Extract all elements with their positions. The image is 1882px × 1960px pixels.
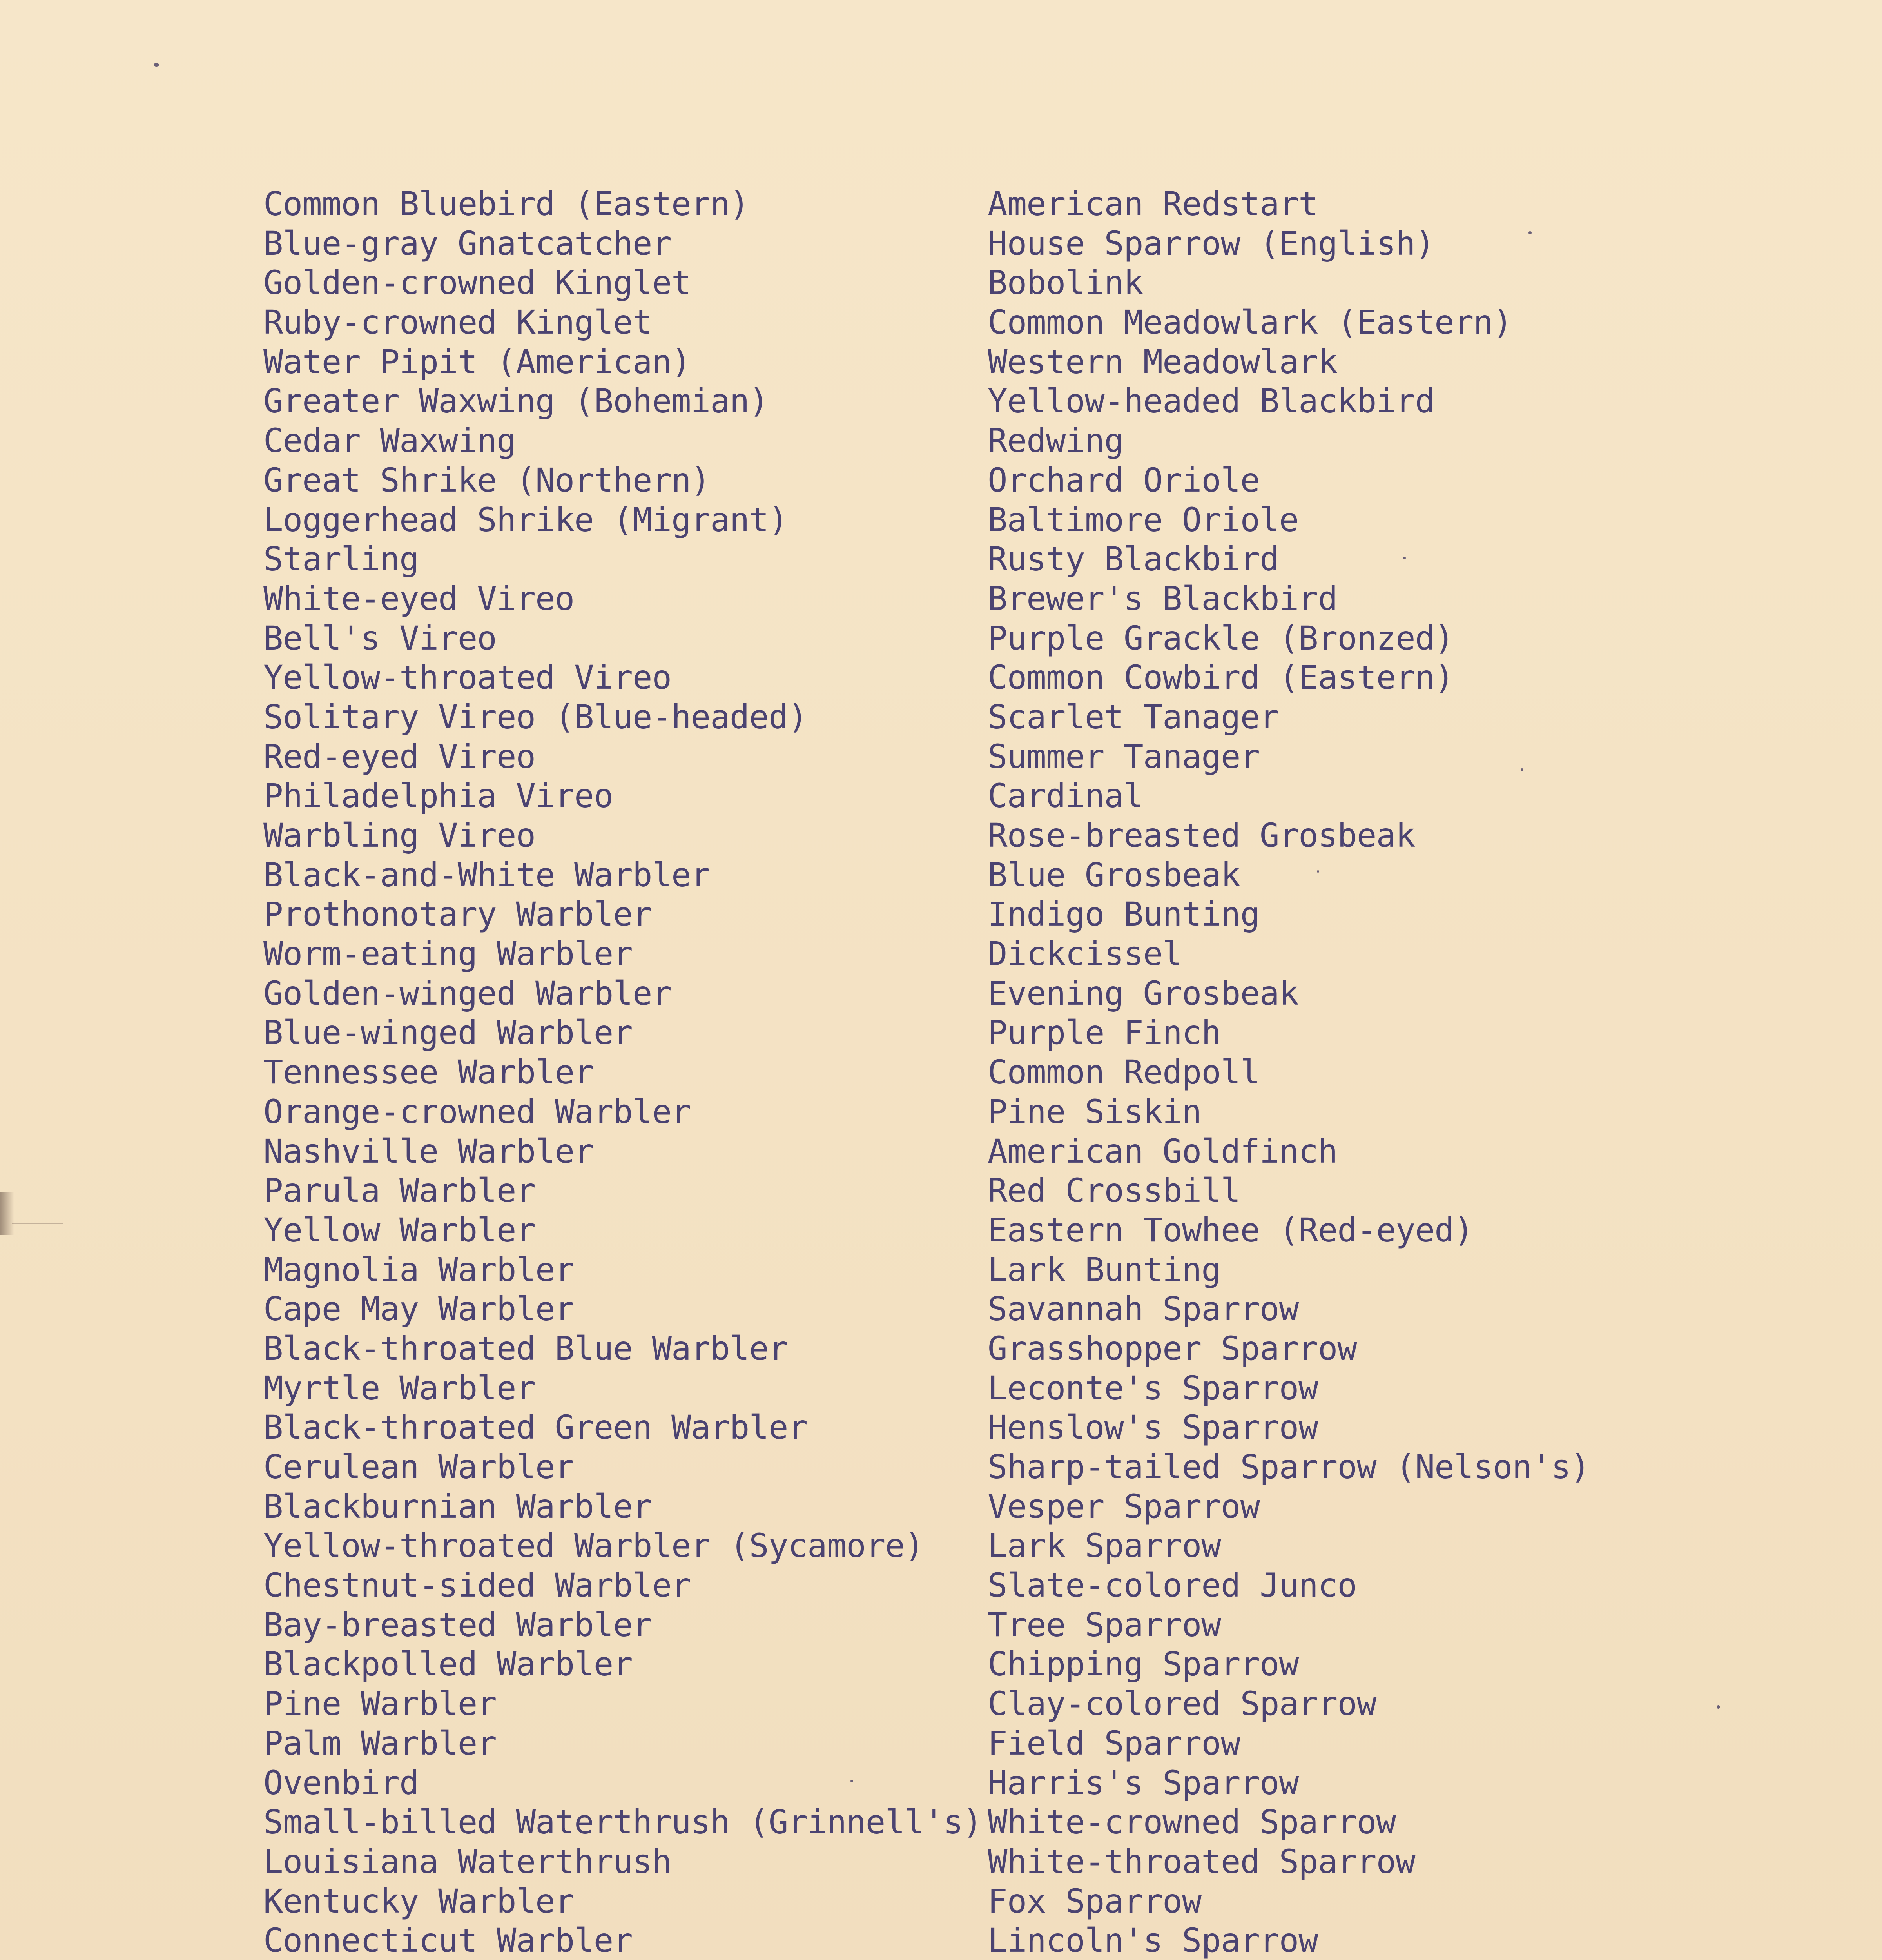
- bird-list-item: Golden-winged Warbler: [263, 974, 672, 1013]
- bird-list-item: Bell's Vireo: [263, 619, 497, 657]
- paper-speck: [1717, 1705, 1720, 1709]
- bird-list-item: Cardinal: [988, 777, 1143, 815]
- bird-list-item: House Sparrow (English): [988, 224, 1435, 263]
- bird-list-item: Eastern Towhee (Red-eyed): [988, 1210, 1474, 1249]
- bird-list-item: Baltimore Oriole: [988, 500, 1299, 539]
- bird-list-item: Black-and-White Warbler: [263, 855, 711, 894]
- bird-list-item: Summer Tanager: [988, 737, 1260, 776]
- bird-list-item: Yellow-throated Vireo: [263, 658, 672, 697]
- bird-list-item: Leconte's Sparrow: [988, 1368, 1318, 1407]
- bird-list-item: Nashville Warbler: [263, 1132, 594, 1171]
- paper-speck: [1403, 557, 1406, 559]
- bird-list-item: American Goldfinch: [988, 1132, 1338, 1171]
- bird-list-item: Small-billed Waterthrush (Grinnell's): [263, 1803, 983, 1842]
- bird-list-item: Fox Sparrow: [988, 1882, 1202, 1920]
- bird-list-item: Dickcissel: [988, 935, 1182, 973]
- bird-list-item: Rusty Blackbird: [988, 540, 1279, 579]
- bird-list-item: Red-eyed Vireo: [263, 737, 536, 776]
- bird-list-item: Warbling Vireo: [263, 816, 536, 855]
- bird-list-item: Palm Warbler: [263, 1724, 497, 1762]
- bird-list-item: Yellow-headed Blackbird: [988, 382, 1435, 421]
- bird-list-item: Scarlet Tanager: [988, 697, 1279, 736]
- bird-list-item: Water Pipit (American): [263, 342, 691, 381]
- bird-list-item: Blue-gray Gnatcatcher: [263, 224, 672, 263]
- bird-list-item: Ruby-crowned Kinglet: [263, 303, 652, 342]
- bird-list-item: White-throated Sparrow: [988, 1842, 1415, 1881]
- bird-list-item: Redwing: [988, 421, 1124, 460]
- left-column-list: [263, 184, 982, 1960]
- paper-speck: [1521, 768, 1523, 771]
- binding-shadow: [0, 1192, 14, 1235]
- bird-list-item: Great Shrike (Northern): [263, 461, 711, 499]
- bird-list-item: Brewer's Blackbird: [988, 579, 1338, 618]
- bird-list-item: Bobolink: [988, 263, 1143, 302]
- bird-list-item: Sharp-tailed Sparrow (Nelson's): [988, 1448, 1590, 1486]
- bird-list-item: Philadelphia Vireo: [263, 777, 613, 815]
- bird-list-item: Solitary Vireo (Blue-headed): [263, 697, 808, 736]
- bird-list-item: Grasshopper Sparrow: [988, 1329, 1357, 1368]
- bird-list-item: Blue-winged Warbler: [263, 1013, 633, 1052]
- bird-list-item: Blackburnian Warbler: [263, 1487, 652, 1526]
- bird-list-item: Chestnut-sided Warbler: [263, 1566, 691, 1605]
- bird-list-item: Greater Waxwing (Bohemian): [263, 382, 769, 421]
- bird-list-item: Blackpolled Warbler: [263, 1645, 633, 1684]
- bird-list-item: Lark Bunting: [988, 1250, 1221, 1289]
- bird-list-item: Louisiana Waterthrush: [263, 1842, 672, 1881]
- bird-list-item: Red Crossbill: [988, 1171, 1240, 1210]
- bird-list-item: Connecticut Warbler: [263, 1921, 633, 1960]
- bird-list-item: Field Sparrow: [988, 1724, 1240, 1762]
- bird-list-item: Chipping Sparrow: [988, 1645, 1299, 1684]
- right-column-list: [988, 184, 1590, 1960]
- paper-speck: [1528, 231, 1532, 234]
- bird-list-item: Evening Grosbeak: [988, 974, 1299, 1013]
- paper-speck: [154, 63, 159, 67]
- bird-list-item: Cedar Waxwing: [263, 421, 516, 460]
- bird-list-item: Myrtle Warbler: [263, 1368, 536, 1407]
- bird-list-item: Tennessee Warbler: [263, 1053, 594, 1092]
- paper-speck: [1317, 870, 1319, 873]
- bird-list-item: Pine Siskin: [988, 1092, 1202, 1131]
- page-crease: [12, 1223, 63, 1224]
- bird-list-item: Starling: [263, 540, 419, 579]
- bird-list-item: Common Bluebird (Eastern): [263, 185, 749, 223]
- bird-list-item: Prothonotary Warbler: [263, 895, 652, 934]
- bird-list-item: Black-throated Green Warbler: [263, 1408, 808, 1447]
- bird-list-item: Indigo Bunting: [988, 895, 1260, 934]
- bird-list-item: Loggerhead Shrike (Migrant): [263, 500, 788, 539]
- bird-list-item: Purple Finch: [988, 1013, 1221, 1052]
- bird-list-item: Common Redpoll: [988, 1053, 1260, 1092]
- bird-list-item: Rose-breasted Grosbeak: [988, 816, 1415, 855]
- bird-list-item: White-eyed Vireo: [263, 579, 575, 618]
- paper-speck: [850, 1780, 853, 1782]
- bird-list-item: Lark Sparrow: [988, 1526, 1221, 1565]
- bird-list-item: Common Meadowlark (Eastern): [988, 303, 1512, 342]
- bird-list-item: Magnolia Warbler: [263, 1250, 575, 1289]
- bird-list-item: Parula Warbler: [263, 1171, 536, 1210]
- bird-list-item: Kentucky Warbler: [263, 1882, 575, 1920]
- bird-list-item: Slate-colored Junco: [988, 1566, 1357, 1605]
- bird-list-item: Harris's Sparrow: [988, 1763, 1299, 1802]
- bird-list-item: Yellow Warbler: [263, 1210, 536, 1249]
- bird-list-item: Blue Grosbeak: [988, 855, 1240, 894]
- bird-list-item: Clay-colored Sparrow: [988, 1684, 1376, 1723]
- bird-list-item: Worm-eating Warbler: [263, 935, 633, 973]
- bird-list-item: Golden-crowned Kinglet: [263, 263, 691, 302]
- bird-list-item: Western Meadowlark: [988, 342, 1338, 381]
- bird-list-item: Vesper Sparrow: [988, 1487, 1260, 1526]
- bird-list-item: Lincoln's Sparrow: [988, 1921, 1318, 1960]
- bird-list-item: Henslow's Sparrow: [988, 1408, 1318, 1447]
- bird-list-item: Black-throated Blue Warbler: [263, 1329, 788, 1368]
- bird-list-item: Purple Grackle (Bronzed): [988, 619, 1454, 657]
- bird-list-item: Tree Sparrow: [988, 1605, 1221, 1644]
- bird-list-item: Savannah Sparrow: [988, 1290, 1299, 1328]
- bird-list-item: Ovenbird: [263, 1763, 419, 1802]
- bird-list-item: American Redstart: [988, 185, 1318, 223]
- bird-list-item: Common Cowbird (Eastern): [988, 658, 1454, 697]
- bird-list-item: Yellow-throated Warbler (Sycamore): [263, 1526, 924, 1565]
- bird-list-item: Pine Warbler: [263, 1684, 497, 1723]
- bird-list-item: Cape May Warbler: [263, 1290, 575, 1328]
- bird-list-item: Orange-crowned Warbler: [263, 1092, 691, 1131]
- bird-list-item: Orchard Oriole: [988, 461, 1260, 499]
- bird-list-item: Bay-breasted Warbler: [263, 1605, 652, 1644]
- bird-list-item: White-crowned Sparrow: [988, 1803, 1396, 1842]
- bird-list-item: Cerulean Warbler: [263, 1448, 575, 1486]
